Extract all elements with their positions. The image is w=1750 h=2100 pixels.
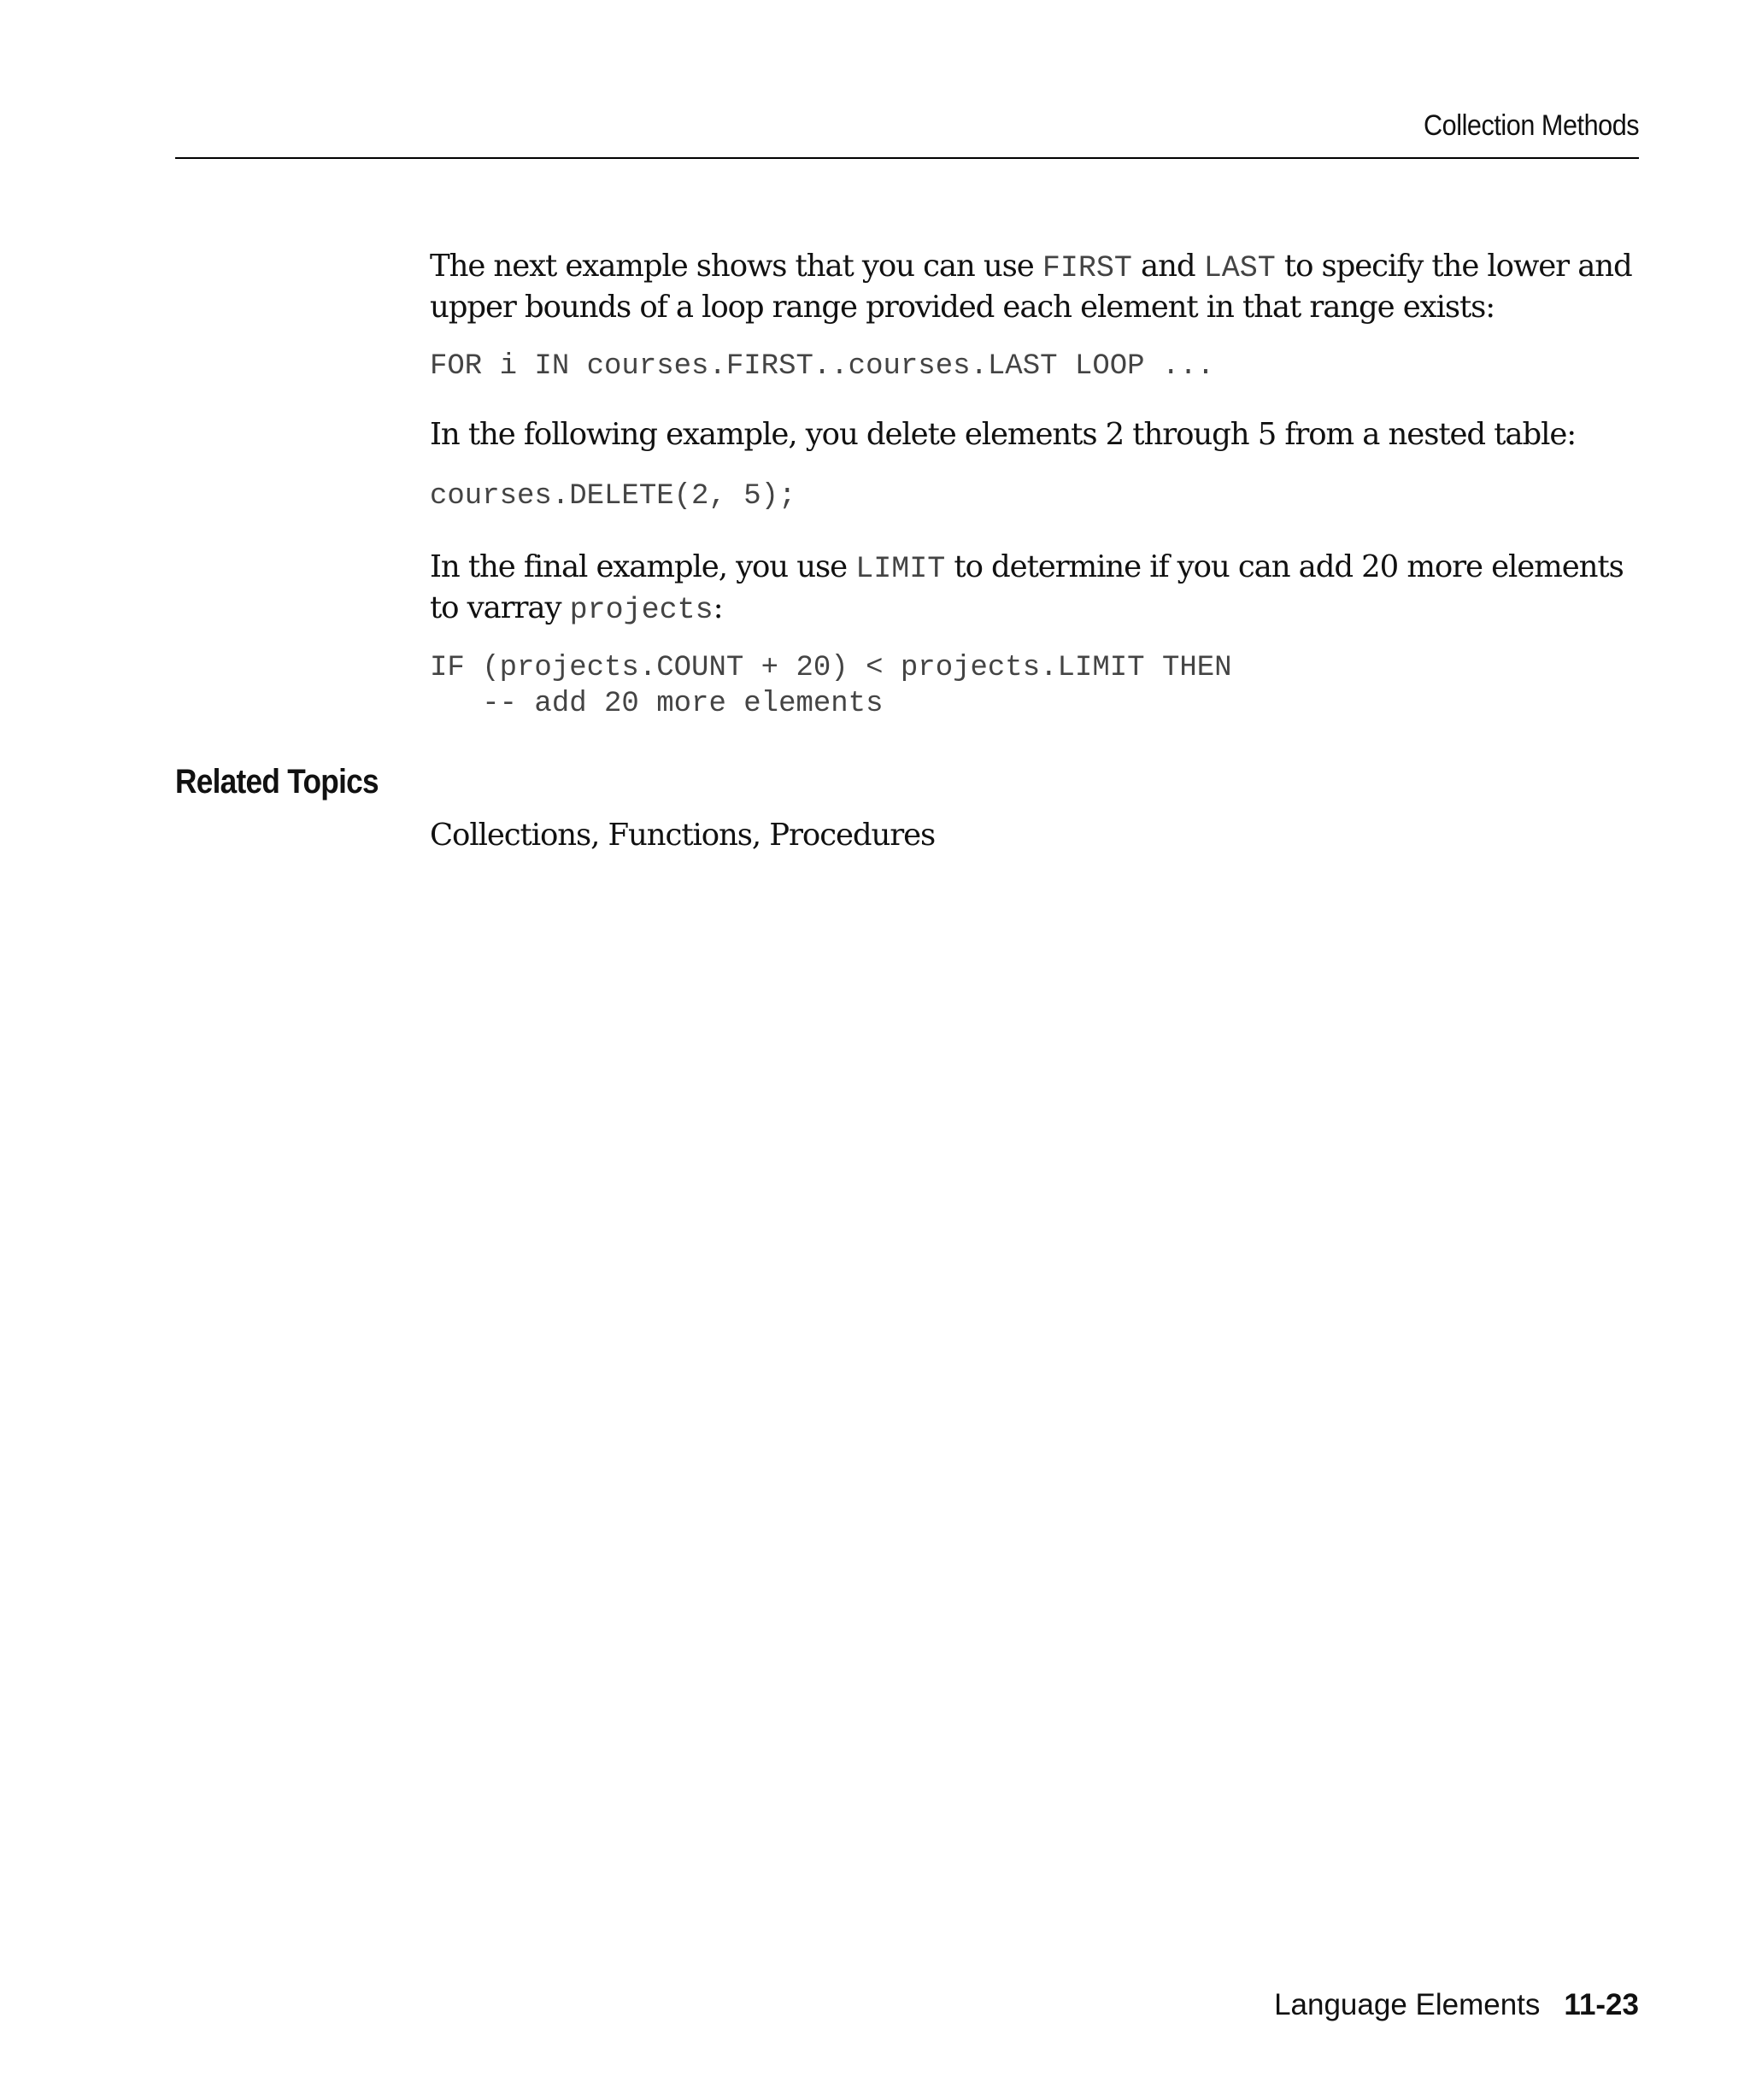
related-topics-heading: Related Topics	[175, 763, 379, 801]
code-block-loop: FOR i IN courses.FIRST..courses.LAST LOOP ...	[430, 350, 1215, 383]
inline-code-first: FIRST	[1042, 251, 1132, 285]
running-header-title: Collection Methods	[1423, 109, 1639, 142]
code-block-delete: courses.DELETE(2, 5);	[430, 480, 796, 513]
inline-code-limit: LIMIT	[855, 552, 946, 586]
paragraph-text: :	[713, 590, 723, 625]
paragraph-text: to specify the lower and upper bounds of a loop range provided each element in that range exists:	[430, 249, 1632, 325]
footer-section: Language Elements	[1274, 1988, 1541, 2021]
paragraph-text: to determine if you can add 20 more elements to varray	[430, 549, 1624, 625]
paragraph-delete: In the following example, you delete elements 2 through 5 from a nested table:	[430, 417, 1577, 452]
paragraph-text: The next example shows that you can use	[430, 249, 1042, 284]
inline-code-projects: projects	[569, 593, 714, 627]
code-block-limit: IF (projects.COUNT + 20) < projects.LIMIT THEN -- add 20 more elements	[430, 652, 1232, 720]
inline-code-last: LAST	[1203, 251, 1276, 285]
footer-page-number: 11-23	[1564, 1988, 1639, 2021]
paragraph-first-last	[430, 247, 1643, 327]
running-header	[175, 109, 1639, 159]
paragraph-limit	[430, 548, 1643, 630]
paragraph-text: and	[1131, 249, 1204, 284]
page-footer	[1274, 1988, 1639, 2022]
paragraph-text: In the final example, you use	[430, 549, 856, 584]
related-topics-text: Collections, Functions, Procedures	[430, 818, 936, 853]
